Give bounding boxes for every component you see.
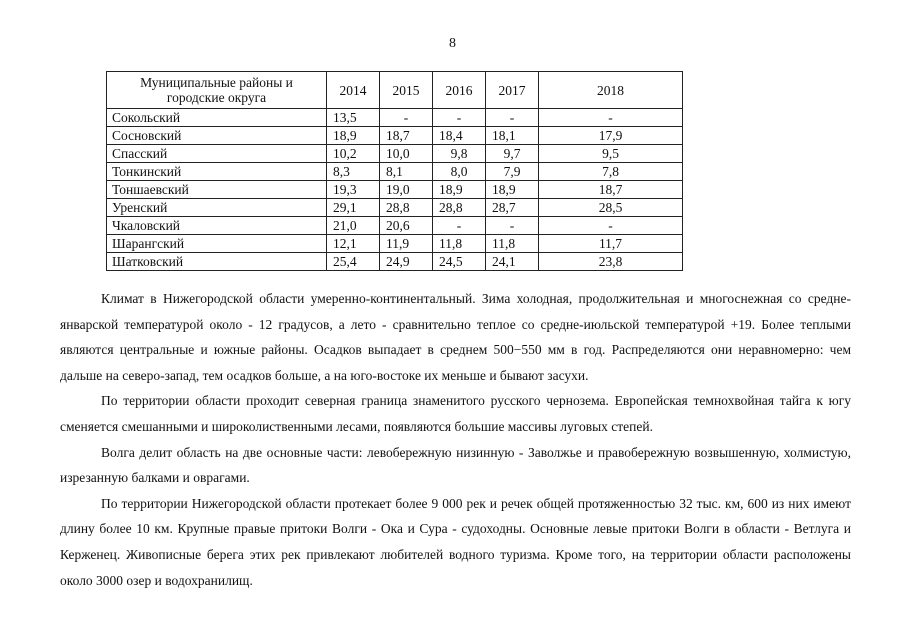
table-cell: 7,9	[486, 163, 539, 181]
table-cell: 18,4	[433, 127, 486, 145]
table-row	[107, 127, 683, 145]
table-row	[107, 109, 683, 127]
data-table	[106, 71, 683, 271]
table-cell: 10,0	[380, 145, 433, 163]
table-row	[107, 235, 683, 253]
table-cell: -	[539, 217, 683, 235]
table-cell: 10,2	[327, 145, 380, 163]
table-cell: 17,9	[539, 127, 683, 145]
column-header-year: 2015	[380, 72, 433, 109]
table-cell: 29,1	[327, 199, 380, 217]
table-row	[107, 217, 683, 235]
table-row	[107, 199, 683, 217]
table-cell: -	[486, 109, 539, 127]
paragraph-rivers: По территории Нижегородской области протекает более 9 000 рек и речек общей протяженностью 32 тыс. км, 600 из них имеют длину более 10 км. Крупные правые притоки Волги - Ока и Сура - судоходны. Основные левые притоки Волги в области - Ветлуга и Керженец. Живописные берега этих рек привлекают любителей водного туризма. Кроме того, на территории области расположены около 3000 озер и водохранилищ.	[60, 495, 851, 588]
column-header-name: Муниципальные районы и городские округа	[107, 72, 327, 109]
district-name: Тонкинский	[107, 163, 327, 181]
table-cell: 7,8	[539, 163, 683, 181]
table-cell: 18,9	[486, 181, 539, 199]
table-cell: 24,1	[486, 253, 539, 271]
page-number: 8	[449, 36, 456, 51]
table-cell: 19,0	[380, 181, 433, 199]
district-name: Чкаловский	[107, 217, 327, 235]
table-cell: 18,9	[433, 181, 486, 199]
table-cell: -	[539, 109, 683, 127]
table-row	[107, 181, 683, 199]
paragraph-climate: Климат в Нижегородской области умеренно-континентальный. Зима холодная, продолжительная и многоснежная со средне-январской температурой около - 12 градусов, а лето - сравнительно теплое со средне-июльской температурой +19. Более теплыми являются центральные и южные районы. Осадков выпадает в среднем 500−550 мм в год. Распределяются они неравномерно: чем дальше на северо-запад, тем осадков больше, а на юго-востоке их меньше и бывают засухи.	[60, 291, 851, 383]
table-cell: -	[433, 109, 486, 127]
table-row	[107, 145, 683, 163]
table-header-row	[107, 72, 683, 109]
table-cell: 8,0	[433, 163, 486, 181]
paragraph-vegetation: По территории области проходит северная граница знаменитого русского чернозема. Европейская темнохвойная тайга к югу сменяется смешанными и широколиственными лесами, появляются большие массивы луговых степей.	[60, 393, 851, 434]
district-name: Сосновский	[107, 127, 327, 145]
table-cell: 18,9	[327, 127, 380, 145]
table-cell: 9,7	[486, 145, 539, 163]
table-row	[107, 163, 683, 181]
table-cell: -	[380, 109, 433, 127]
table-cell: 23,8	[539, 253, 683, 271]
table-cell: 11,9	[380, 235, 433, 253]
table-cell: 19,3	[327, 181, 380, 199]
column-header-year: 2017	[486, 72, 539, 109]
body-text	[60, 286, 851, 593]
district-name: Уренский	[107, 199, 327, 217]
table-cell: 12,1	[327, 235, 380, 253]
table-cell: 9,8	[433, 145, 486, 163]
table-cell: 20,6	[380, 217, 433, 235]
paragraph-volga: Волга делит область на две основные части: левобережную низинную - Заволжье и правобережную возвышенную, холмистую, изрезанную балками и оврагами.	[60, 444, 851, 486]
table-cell: 25,4	[327, 253, 380, 271]
table-cell: 28,8	[433, 199, 486, 217]
table-row	[107, 253, 683, 271]
table-cell: 28,8	[380, 199, 433, 217]
table-cell: 8,1	[380, 163, 433, 181]
table-cell: 24,5	[433, 253, 486, 271]
district-name: Сокольский	[107, 109, 327, 127]
district-name: Шарангский	[107, 235, 327, 253]
table-cell: -	[433, 217, 486, 235]
district-name: Шатковский	[107, 253, 327, 271]
table-cell: -	[486, 217, 539, 235]
table-cell: 18,7	[539, 181, 683, 199]
table-cell: 28,7	[486, 199, 539, 217]
table-cell: 8,3	[327, 163, 380, 181]
table-cell: 9,5	[539, 145, 683, 163]
column-header-year: 2016	[433, 72, 486, 109]
table-cell: 24,9	[380, 253, 433, 271]
table-cell: 11,7	[539, 235, 683, 253]
table-cell: 13,5	[327, 109, 380, 127]
table-cell: 18,7	[380, 127, 433, 145]
table-cell: 21,0	[327, 217, 380, 235]
table-cell: 11,8	[433, 235, 486, 253]
table-cell: 28,5	[539, 199, 683, 217]
table-cell: 18,1	[486, 127, 539, 145]
column-header-year: 2014	[327, 72, 380, 109]
district-name: Спасский	[107, 145, 327, 163]
column-header-year: 2018	[539, 72, 683, 109]
district-name: Тоншаевский	[107, 181, 327, 199]
table-cell: 11,8	[486, 235, 539, 253]
